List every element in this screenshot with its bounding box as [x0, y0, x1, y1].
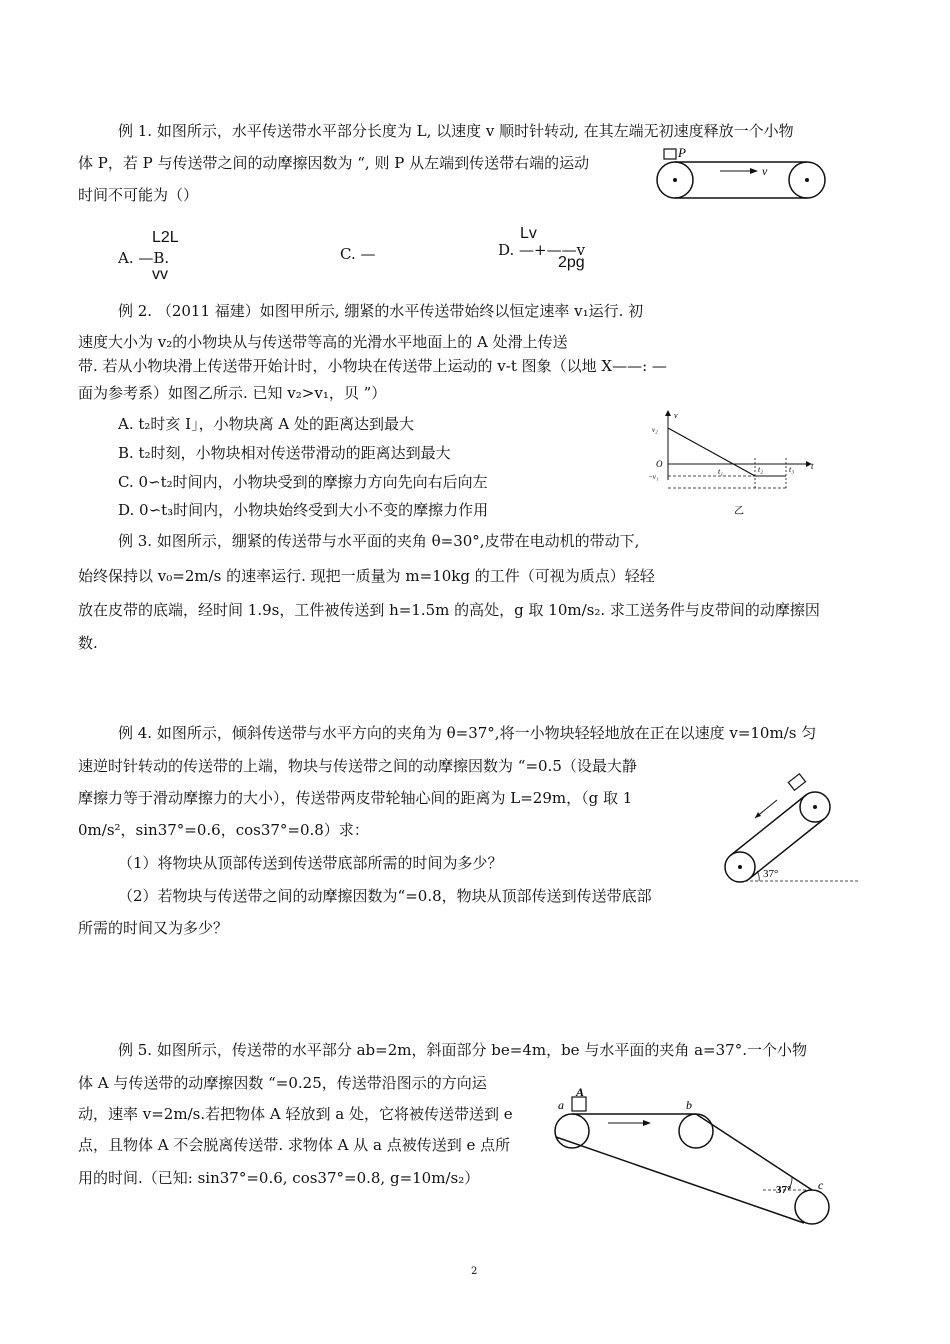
label-c: c [818, 1178, 824, 1192]
ex4-incline-figure [715, 770, 865, 890]
belt-slope [696, 1114, 812, 1190]
ex4-line-5: （1）将物块从顶部传送到传送带底部所需的时间为多少？ [118, 854, 503, 872]
ex2-opt-a: A. t₂时亥 I」，小物块离 A 处的距离达到最大 [118, 415, 414, 433]
t2-label: t₂ [758, 465, 764, 474]
block-p [664, 149, 676, 159]
arrow-right-icon [750, 168, 758, 174]
vt-line-down [668, 428, 755, 476]
ex4-line-2: 速逆时针转动的传送带的上端，物块与传送带之间的动摩擦因数为 “=0.5（设最大静 [78, 757, 637, 775]
ex3-line-3: 放在皮带的底端，经时间 1.9s，工件被传送到 h=1.5m 的高处，g 取 10m/s₂. 求工送务件与皮带间的动摩擦因 [78, 601, 820, 619]
ex5-line-5: 用的时间.（已知: sin37°=0.6, cos37°=0.8, g=10m/s₂） [78, 1169, 480, 1187]
arrow-down-left-icon [755, 812, 761, 818]
ex1-conveyor-figure [650, 145, 835, 205]
ex1-opt-d-denominator: 2pg [558, 254, 585, 271]
ex2-opt-b: B. t₂时刻，小物块相对传送带滑动的距离达到最大 [118, 444, 451, 462]
ex4-line-1: 例 4. 如图所示，倾斜传送带与水平方向的夹角为 θ=37°,将一小物块轻轻地放在正在以速度 v=10m/s 匀 [118, 724, 817, 742]
ex2-opt-d: D. 0∽t₃时间内，小物块始终受到大小不变的摩擦力作用 [118, 501, 489, 519]
ex5-line-1: 例 5. 如图所示，传送带的水平部分 ab=2m，斜面部分 be=4m，be 与水平面的夹角 a=37°.一个小物 [118, 1041, 807, 1059]
ex2-line-4: 面为参考系）如图乙所示. 已知 v₂>v₁，贝 ”） [78, 384, 387, 402]
block-a [572, 1097, 586, 1111]
ex5-line-2: 体 A 与传送带的动摩擦因数 “=0.25，传送带沿图示的方向运 [78, 1074, 487, 1092]
pulley-c [795, 1190, 829, 1224]
ex2-line-2: 速度大小为 v₂的小物块从与传送带等高的光滑水平地面上的 A 处滑上传送 [78, 333, 568, 351]
ex5-line-3: 动，速率 v=2m/s.若把物体 A 轻放到 a 处，它将被传送带送到 e [78, 1105, 513, 1123]
ex1-line-3: 时间不可能为（） [78, 186, 199, 204]
t-axis-label: t [811, 461, 814, 471]
ex2-opt-c: C. 0∽t₂时间内，小物块受到的摩擦力方向先向右后向左 [118, 473, 488, 491]
ex1-opt-d-numerator: Lv [520, 225, 537, 242]
arrow-right-icon [643, 1120, 651, 1126]
belt-lower [749, 819, 824, 879]
label-a: a [558, 1098, 564, 1112]
ex1-opt-c: C. — [340, 245, 376, 263]
ex3-line-4: 数. [78, 634, 98, 652]
t3-label: t₃ [789, 465, 795, 474]
angle-label: 37° [763, 868, 779, 880]
origin-label: O [656, 459, 663, 469]
label-v: v [762, 164, 768, 178]
belt-upper [731, 795, 806, 855]
ex4-line-6: （2）若物块与传送带之间的动摩擦因数为“=0.8，物块从顶部传送到传送带底部 [118, 887, 652, 905]
block [788, 774, 805, 790]
neg-v1-label: −v₁ [648, 473, 659, 481]
ex2-vt-graph [648, 408, 828, 518]
ex2-line-1: 例 2. （2011 福建）如图甲所示, 绷紧的水平传送带始终以恒定速率 v₁运行. 初 [118, 302, 644, 320]
page-number: 2 [471, 1266, 478, 1277]
ex1-opt-a-numerator: L2L [152, 229, 179, 246]
v2-label: v₂ [652, 426, 658, 434]
label-b: b [686, 1098, 692, 1112]
label-block-a: A [576, 1085, 585, 1099]
graph-caption: 乙 [734, 506, 744, 517]
label-p: P [678, 145, 686, 160]
v-axis-label: v [674, 411, 678, 420]
ex3-line-2: 始终保持以 v₀=2m/s 的速率运行. 现把一质量为 m=10kg 的工件（可视为质点）轻轻 [78, 567, 655, 585]
ex1-opt-a-b: A. —B. [118, 249, 170, 267]
belt-return [556, 1137, 804, 1223]
ex5-line-4: 点，且物体 A 不会脱离传送带. 求物体 A 从 a 点被传送到 e 点所 [78, 1136, 511, 1154]
t1-label: t₁ [718, 467, 724, 476]
angle-label: 37° [776, 1184, 792, 1196]
ex1-line-1: 例 1. 如图所示，水平传送带水平部分长度为 L, 以速度 v 顺时针转动, 在其左端无初速度释放一个小物 [118, 122, 794, 140]
ex1-opt-a-denominator: vv [152, 266, 168, 283]
ex5-belt-figure [548, 1085, 838, 1230]
ex2-line-3: 带. 若从小物块滑上传送带开始计时，小物块在传送带上运动的 v-t 图象（以地 X——: — [78, 357, 667, 375]
ex4-line-3: 摩擦力等于滑动摩擦力的大小），传送带两皮带轮轴心间的距离为 L=29m，（g 取 1 [78, 789, 633, 807]
ex4-line-7: 所需的时间又为多少？ [78, 919, 229, 937]
ex1-line-2: 体 P，若 P 与传送带之间的动摩擦因数为 “, 则 P 从左端到传送带右端的运动 [78, 154, 590, 172]
pulley-b [679, 1114, 713, 1148]
ex4-line-4: 0m/s²，sin37°=0.6，cos37°=0.8）求： [78, 821, 369, 839]
ex1-opt-d: D. —+——v [498, 241, 586, 259]
ex3-line-1: 例 3. 如图所示，绷紧的传送带与水平面的夹角 θ=30°,皮带在电动机的带动下, [118, 532, 640, 550]
